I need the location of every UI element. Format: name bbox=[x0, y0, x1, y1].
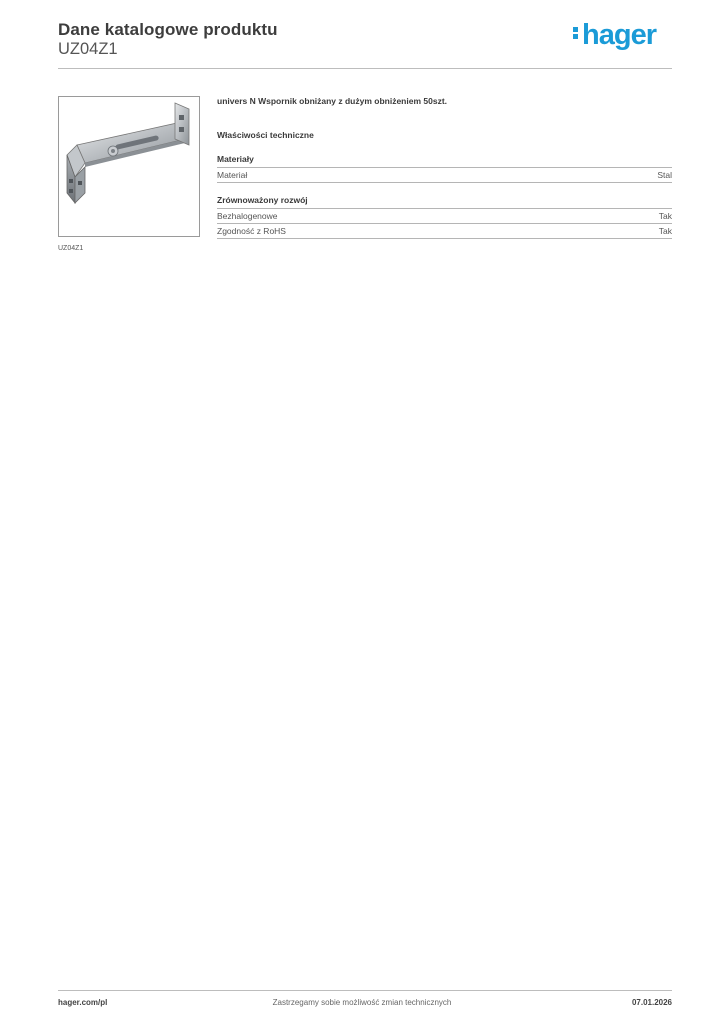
bracket-illustration bbox=[59, 97, 199, 236]
product-code: UZ04Z1 bbox=[58, 40, 118, 58]
properties-heading: Właściwości techniczne bbox=[217, 130, 314, 140]
property-value: Tak bbox=[658, 211, 672, 221]
logo-text: hager bbox=[582, 19, 656, 51]
page-header bbox=[58, 20, 672, 70]
logo-dots-icon bbox=[573, 25, 579, 41]
property-row-rohs bbox=[217, 224, 672, 239]
product-image bbox=[58, 96, 200, 237]
footer-date: 07.01.2026 bbox=[631, 998, 672, 1007]
property-label: Bezhalogenowe bbox=[217, 211, 278, 221]
property-label: Zgodność z RoHS bbox=[217, 226, 286, 236]
footer-notice: Zastrzegamy sobie możliwość zmian technicznych bbox=[272, 998, 452, 1007]
property-row-halogen-free bbox=[217, 209, 672, 224]
property-label: Materiał bbox=[217, 170, 248, 180]
property-value: Tak bbox=[658, 226, 672, 236]
group-heading-sustainability: Zrównoważony rozwój bbox=[217, 195, 308, 205]
image-caption: UZ04Z1 bbox=[58, 245, 84, 252]
property-value: Stal bbox=[657, 170, 672, 180]
footer-divider bbox=[58, 990, 672, 991]
product-description: univers N Wspornik obniżany z dużym obniżeniem 50szt. bbox=[217, 96, 448, 106]
product-details bbox=[217, 96, 672, 239]
hager-logo bbox=[573, 20, 656, 50]
footer-website-link[interactable]: hager.com/pl bbox=[58, 998, 108, 1007]
property-row-material bbox=[217, 168, 672, 183]
page-title: Dane katalogowe produktu bbox=[58, 20, 278, 39]
group-heading-materials: Materiały bbox=[217, 154, 254, 164]
header-divider bbox=[58, 68, 672, 69]
